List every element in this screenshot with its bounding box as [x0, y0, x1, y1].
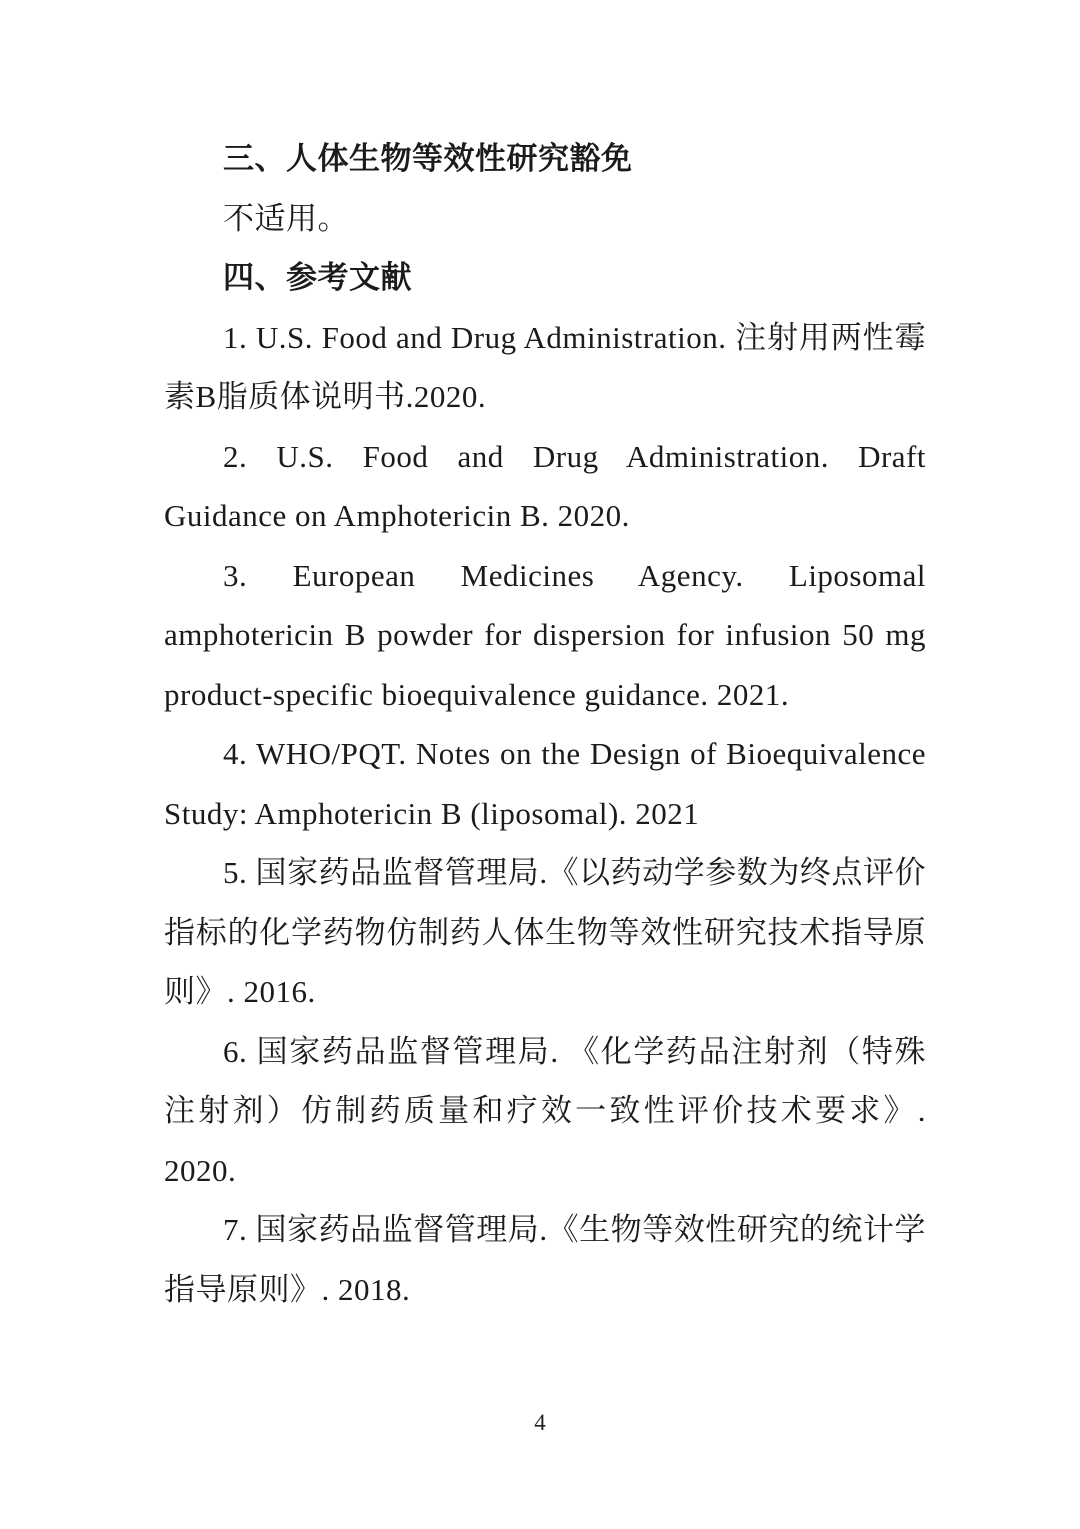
- reference-item-4: 4. WHO/PQT. Notes on the Design of Bioequivalence Study: Amphotericin B (liposomal). 2021: [164, 736, 926, 831]
- page-number: 4: [534, 1410, 546, 1435]
- reference-item-1: 1. U.S. Food and Drug Administration. 注射用两性霉素B脂质体说明书.2020.: [164, 319, 926, 414]
- document-content: [164, 129, 926, 1319]
- reference-item-7: 7. 国家药品监督管理局.《生物等效性研究的统计学指导原则》. 2018.: [164, 1212, 926, 1307]
- section-heading-bioequivalence-waiver: 三、人体生物等效性研究豁免: [223, 141, 633, 176]
- paragraph-not-applicable: 不适用。: [223, 200, 349, 236]
- reference-item-3: 3. European Medicines Agency. Liposomal amphotericin B powder for dispersion for infusion 50 mg product-specific bioequivalence guidance. 2021.: [164, 557, 926, 712]
- page-footer: [0, 1408, 1080, 1438]
- section-heading-references: 四、参考文献: [223, 260, 412, 295]
- reference-item-5: 5. 国家药品监督管理局.《以药动学参数为终点评价指标的化学药物仿制药人体生物等效性研究技术指导原则》. 2016.: [164, 855, 926, 1009]
- reference-item-6: 6. 国家药品监督管理局. 《化学药品注射剂（特殊注射剂）仿制药质量和疗效一致性评价技术要求》. 2020.: [164, 1033, 926, 1188]
- reference-item-2: 2. U.S. Food and Drug Administration. Draft Guidance on Amphotericin B. 2020.: [164, 438, 926, 533]
